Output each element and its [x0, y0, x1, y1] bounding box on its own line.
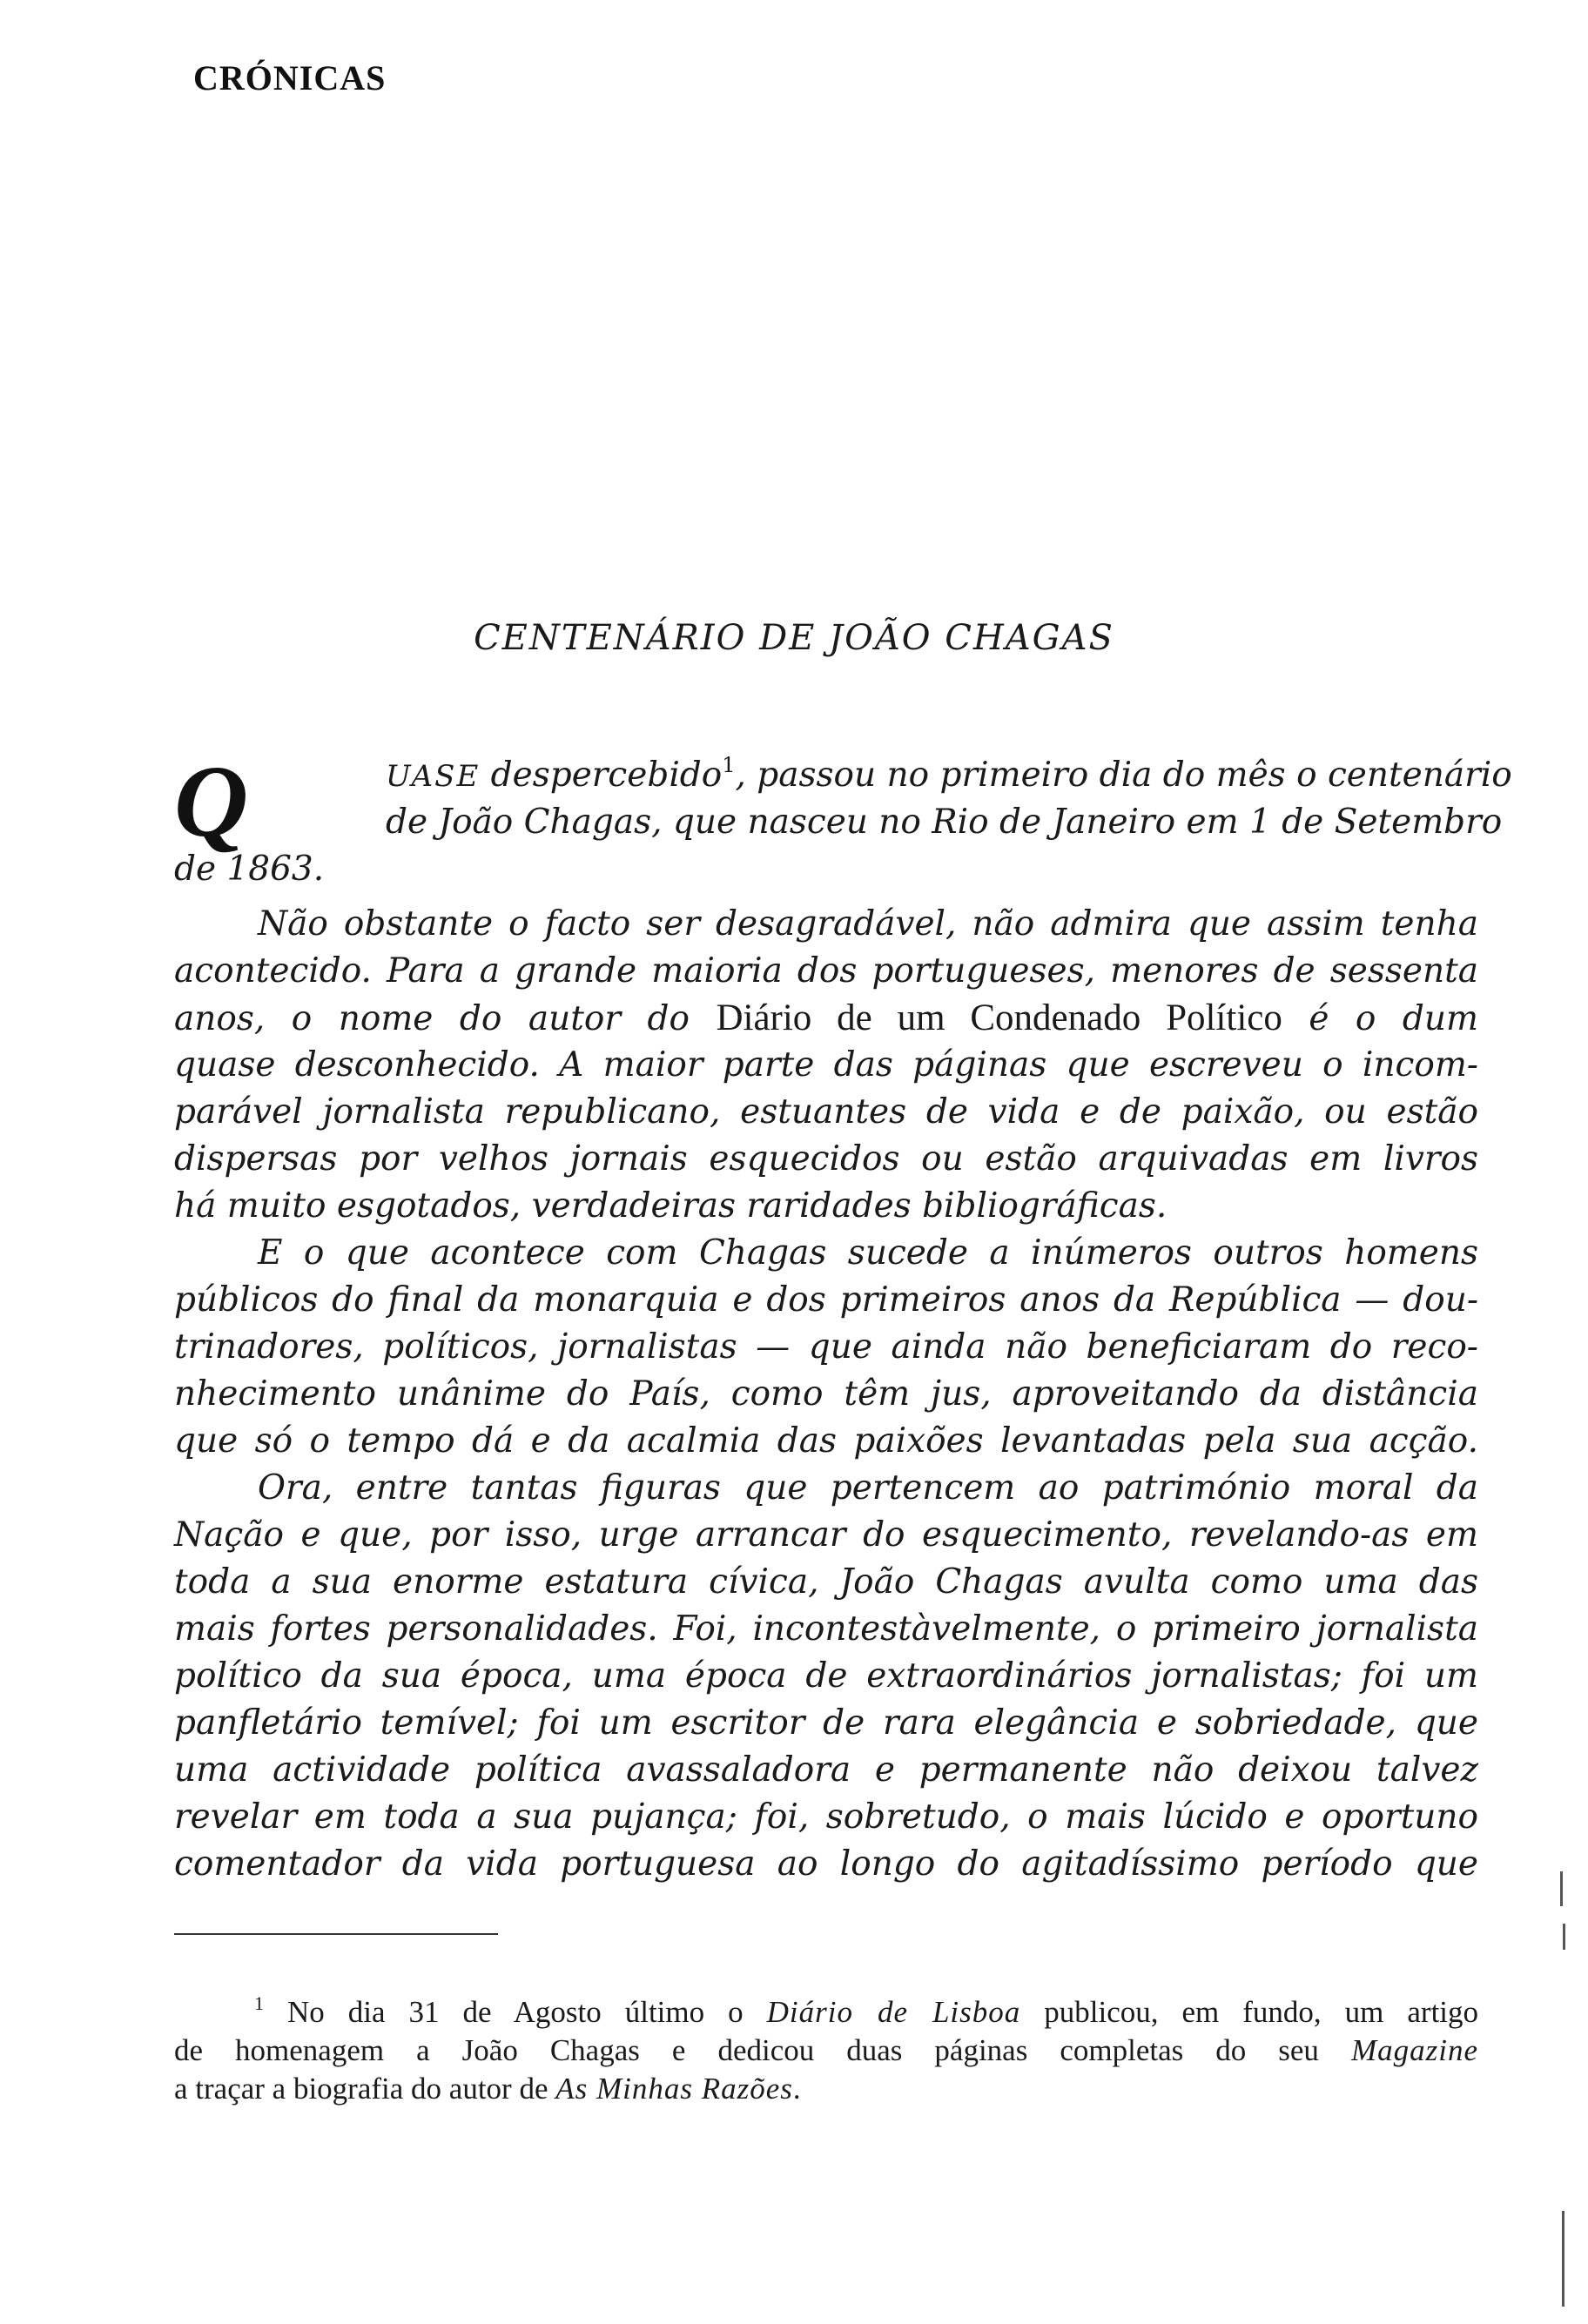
footnote-reference: 1 — [722, 753, 736, 777]
magazine-title: Magazine — [1350, 2033, 1478, 2067]
paragraph-2-line-6: dispersas por velhos jornais esquecidos ou estão arquivadas em livros — [174, 1139, 1478, 1179]
footnote-line-1: $^1$ No dia 31 de Agosto último o Diário de Lisboa publicou, em fundo, um artigo — [254, 1992, 1479, 2029]
paragraph-2-line-7: há muito esgotados, verdadeiras raridades bibliográficas. — [174, 1186, 1167, 1226]
paragraph-3-line-3: trinadores, políticos, jornalistas — que ainda não beneficiaram do reco- — [174, 1327, 1478, 1367]
paragraph-4-line-2: Nação e que, por isso, urge arrancar do esquecimento, revelando-as em — [174, 1515, 1478, 1555]
paragraph-4-line-8: revelar em toda a sua pujança; foi, sobretudo, o mais lúcido e oportuno — [174, 1797, 1478, 1837]
footnote-rule — [174, 1933, 498, 1935]
scan-edge-mark — [1562, 2211, 1564, 2307]
paragraph-2-line-5: parável jornalista republicano, estuantes de vida e de paixão, ou estão — [174, 1092, 1478, 1132]
paragraph-3-line-5: que só o tempo dá e da acalmia das paixões levantadas pela sua acção. — [174, 1421, 1478, 1461]
paragraph-4-line-9: comentador da vida portuguesa ao longo do agitadíssimo período que — [174, 1844, 1478, 1884]
paragraph-1-line-1: UASE despercebido$^1$, passou no primeiro dia do mês o centenário — [386, 753, 1512, 795]
newspaper-title: Diário de Lisboa — [766, 1995, 1021, 2029]
footnote-marker: 1 — [254, 1992, 264, 2014]
paragraph-2-line-1: Não obstante o facto ser desagradável, não admira que assim tenha — [258, 904, 1478, 944]
paragraph-3-line-2: públicos do final da monarquia e dos primeiros anos da República — dou- — [174, 1280, 1478, 1320]
opening-word: UASE — [386, 759, 481, 794]
book-title: Diário de um Condenado Político — [716, 997, 1282, 1038]
paragraph-2-line-4: quase desconhecido. A maior parte das páginas que escreveu o incom- — [174, 1045, 1478, 1085]
paragraph-4-line-3: toda a sua enorme estatura cívica, João Chagas avulta como uma das — [174, 1562, 1478, 1602]
paragraph-4-line-7: uma actividade política avassaladora e permanente não deixou talvez — [174, 1750, 1478, 1790]
scan-edge-mark — [1560, 1871, 1563, 1906]
paragraph-4-line-6: panfletário temível; foi um escritor de rara elegância e sobriedade, que — [174, 1703, 1478, 1743]
paragraph-4-line-5: político da sua época, uma época de extraordinários jornalistas; foi um — [174, 1656, 1478, 1696]
paragraph-3-line-1: E o que acontece com Chagas sucede a inúmeros outros homens — [258, 1233, 1478, 1273]
paragraph-4-line-1: Ora, entre tantas figuras que pertencem ao património moral da — [258, 1468, 1478, 1508]
scan-edge-mark — [1563, 1924, 1565, 1950]
running-head: CRÓNICAS — [193, 58, 387, 97]
paragraph-2-line-2: acontecido. Para a grande maioria dos portugueses, menores de sessenta — [174, 951, 1478, 991]
drop-cap: Q — [174, 744, 249, 858]
paragraph-4-line-4: mais fortes personalidades. Foi, incontestàvelmente, o primeiro jornalista — [174, 1609, 1478, 1649]
paragraph-3-line-4: nhecimento unânime do País, como têm jus, aproveitando da distância — [174, 1374, 1478, 1414]
paragraph-1-line-2: de João Chagas, que nasceu no Rio de Janeiro em 1 de Setembro — [386, 803, 1503, 842]
paragraph-1-line-3: de 1863. — [174, 850, 325, 889]
paragraph-2-line-3: anos, o nome do autor do Diário de um Condenado Político é o dum — [174, 997, 1478, 1038]
footnote-line-2: de homenagem a João Chagas e dedicou duas páginas completas do seu Magazine — [174, 2033, 1478, 2067]
article-title: CENTENÁRIO DE JOÃO CHAGAS — [474, 618, 1114, 658]
footnote-line-3: a traçar a biografia do autor de As Minhas Razões. — [174, 2072, 801, 2106]
book-title-footnote: As Minhas Razões — [555, 2072, 793, 2106]
